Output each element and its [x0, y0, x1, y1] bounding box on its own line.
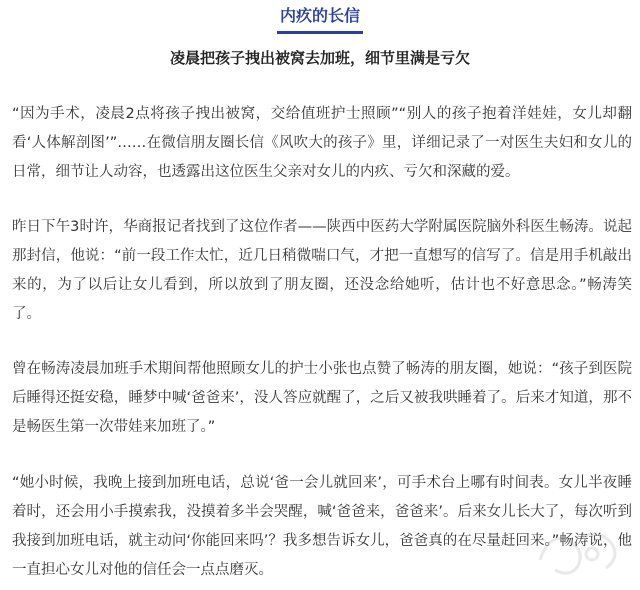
paragraph-1: “因为手术，凌晨2点将孩子拽出被窝，交给值班护士照顾”“别人的孩子抱着洋娃娃，女儿却翻看‘人体解剖图’”……在微信朋友圈长信《风吹大的孩子》里，详细记录了一对医生夫妇和女儿的日常，细节让人动容，也透露出这位医生父亲对女儿的内疚、亏欠和深藏的爱。 [12, 106, 632, 180]
logo-watermark-icon [530, 520, 626, 580]
paragraph-3: 曾在畅涛凌晨加班手术期间帮他照顾女儿的护士小张也点赞了畅涛的朋友圈，她说：“孩子到医院后睡得还挺安稳，睡梦中喊‘爸爸来’，没人答应就醒了，之后又被我哄睡着了。后来才知道，那不是畅医生第一次带娃来加班了。” [12, 361, 632, 435]
paragraph-4: “她小时候，我晚上接到加班电话，总说‘爸一会儿就回来’，可手术台上哪有时间表。女儿半夜睡着时，还会用小手摸索我，没摸着多半会哭醒，喊‘爸爸来，爸爸来’。后来女儿长大了，每次听到我接到加班电话，就主动问‘你能回来吗’？我多想告诉女儿，爸爸真的在尽量赶回来。”畅涛说，他一直担心女儿对他的信任会一点点磨灭。 [12, 475, 632, 578]
title-underline [277, 31, 363, 34]
paragraph-2: 昨日下午3时许，华商报记者找到了这位作者——陕西中医药大学附属医院脑外科医生畅涛。说起那封信，他说：“前一段工作太忙，近几日稍微喘口气，才把一直想写的信写了。信是用手机敲出来的，为了以后让女儿看到，所以放到了朋友圈，还没念给她听，估计也不好意思念。”畅涛笑了。 [12, 219, 632, 322]
section-title: 内疚的长信 [279, 6, 360, 25]
article-subtitle: 凌晨把孩子拽出被窝去加班，细节里满是亏欠 [169, 49, 470, 67]
